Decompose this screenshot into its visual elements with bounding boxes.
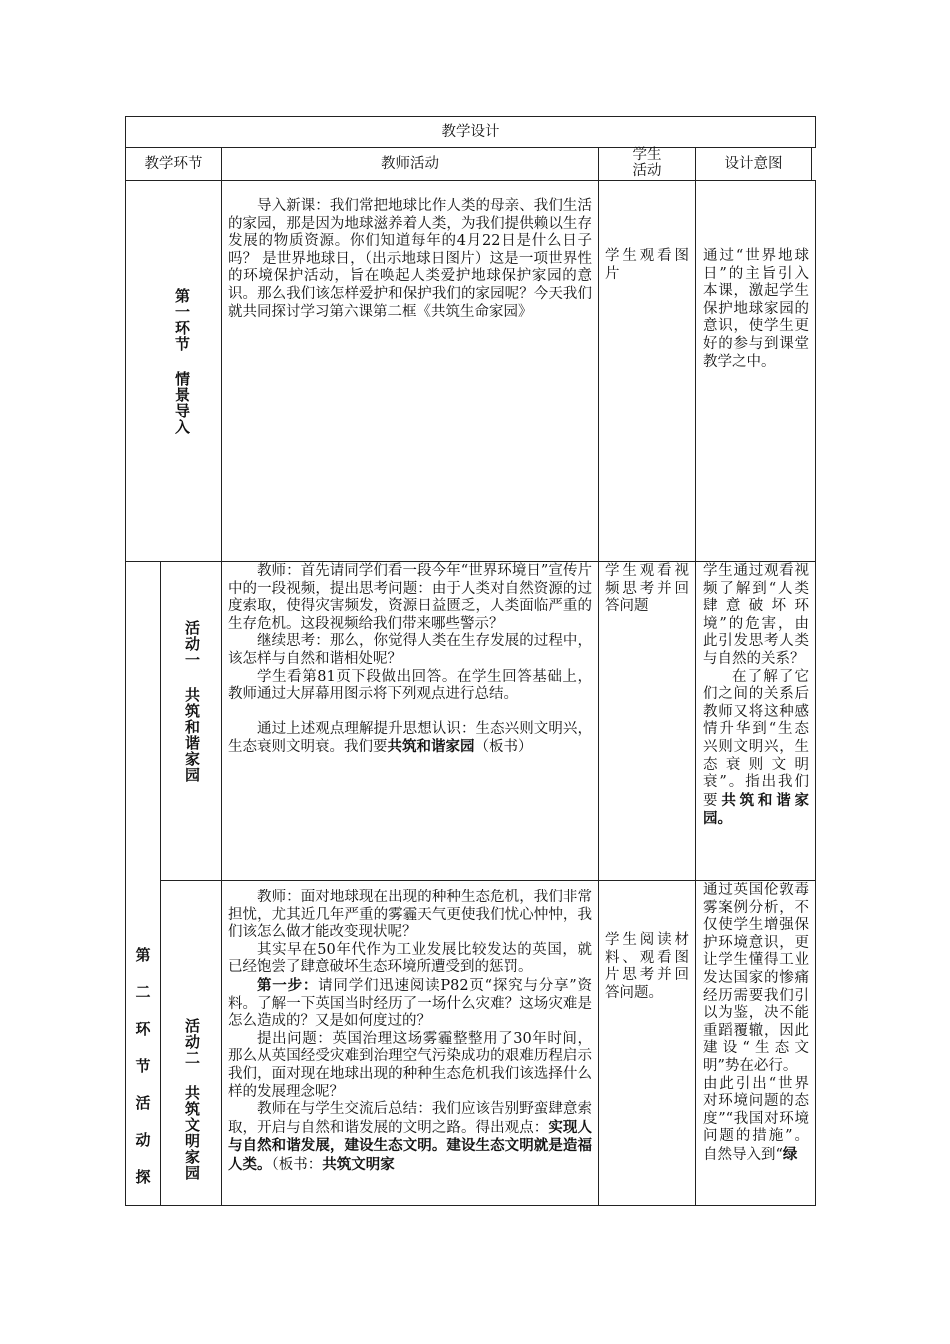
table-border-right bbox=[815, 116, 816, 148]
activity1-intent-text bbox=[703, 563, 809, 829]
activity2-paragraph-3 bbox=[228, 977, 592, 1031]
activity2-paragraph-5 bbox=[228, 1101, 592, 1174]
activity2-intent-paragraph-1: 通过英国伦敦毒雾案例分析，不仅使学生增强保护环境意识，更让学生懂得工业发达国家的惨痛经历需要我们引以为鉴，决不能重蹈覆辙，因此建设“生态文明”势在必行。 bbox=[703, 882, 809, 1074]
activity1-intent-paragraph-1: 学生通过观看视频了解到“人类肆意破坏环境”的危害，由此引发思考人类与自然的关系？ bbox=[703, 563, 809, 667]
title-row-bottom bbox=[125, 147, 816, 148]
activity1-board-title: 共筑和谐家园 bbox=[387, 738, 475, 756]
section1-student-text: 学生观看图片 bbox=[605, 248, 689, 282]
activity2-viewpoint: 实现人与自然和谐发展，建设生态文明。建设生态文明就是造福人类。 bbox=[228, 1118, 592, 1173]
activity1-teacher-text bbox=[228, 563, 592, 757]
section2-label-char: 节 bbox=[135, 1057, 151, 1075]
activity2-label: 活动二 共筑文明家园 bbox=[183, 1018, 201, 1181]
section1-bottom bbox=[125, 561, 816, 562]
activity1-intent-bold: 共筑和谐家园。 bbox=[703, 791, 810, 828]
section1-teacher-paragraph: 导入新课：我们常把地球比作人类的母亲、我们生活的家园，那是因为地球滋养着人类，为我们提供赖以生存发展的物质资源。你们知道每年的4月22日是什么日子吗？ 是世界地球日，（出示地球日图片）这是一项世界性的环境保护活动，旨在唤起人类爱护地球保护家园的意识。那么我们该怎样爱护和保护我们的家园呢？今天我们就共同探讨学习第六课第二框《共筑生命家园》 bbox=[228, 198, 592, 320]
col-line-teacher bbox=[598, 147, 599, 1206]
activity2-teacher-text bbox=[228, 889, 592, 1205]
activity1-paragraph-4 bbox=[228, 721, 592, 757]
section2-label-char: 探 bbox=[135, 1168, 151, 1186]
activity2-step-label: 第一步： bbox=[257, 976, 319, 994]
col-line-student bbox=[695, 147, 696, 1206]
activity1-board-note: （板书） bbox=[474, 739, 533, 756]
table-title: 教学设计 bbox=[441, 124, 500, 140]
activity1-label: 活动一 共筑和谐家园 bbox=[183, 620, 201, 783]
activity2-student-text: 学生阅读材料、观看图片思考并回答问题。 bbox=[605, 932, 689, 1001]
section1-teacher-text bbox=[228, 198, 592, 321]
activity2-summary-text: 教师在与学生交流后总结：我们应该告别野蛮肆意索取，开启与自然和谐发展的文明之路。得出观点： bbox=[228, 1101, 592, 1136]
activity1-student-text: 学生观看视频思考并回答问题 bbox=[605, 563, 689, 615]
header-stage: 教学环节 bbox=[144, 156, 203, 172]
header-teacher: 教师活动 bbox=[381, 156, 439, 172]
col-line-intent-header bbox=[811, 147, 812, 181]
header-intent: 设计意图 bbox=[724, 156, 783, 172]
col-line-stage bbox=[221, 147, 222, 1206]
section2-label-char: 第 bbox=[135, 946, 151, 964]
activity2-paragraph-2: 其实早在50年代作为工业发展比较发达的英国，就已经饱尝了肆意破坏生态环境所遭受到的惩罚。 bbox=[228, 941, 592, 976]
activity1-paragraph-4-text: 通过上述观点理解提升思想认识：生态兴则文明兴，生态衰则文明衰。我们要 bbox=[228, 720, 592, 756]
col-line-intent bbox=[815, 180, 816, 1206]
activity2-intent-paragraph-2 bbox=[703, 1076, 809, 1165]
activity1-intent-text-2: 在了解了它们之间的关系后教师又将这种感情升华到“生态兴则文明兴，生态衰则文明衰”。指出我们要 bbox=[703, 668, 809, 809]
section2-label-char: 活 bbox=[135, 1094, 151, 1112]
activity2-paragraph-4: 提出问题：英国治理这场雾霾整整用了30年时间，那么从英国经受灾难到治理空气污染成功的艰难历程启示我们，面对现在地球出现的种种生态危机我们该选择什么样的发展理念呢？ bbox=[228, 1030, 592, 1100]
activity2-intent-text-2: 由此引出“世界对环境问题的态度”“我国对环境问题的措施”。自然导入到“ bbox=[703, 1075, 809, 1163]
activity2-step-text: 请同学们迅速阅读P82页“探究与分享”资料。了解一下英国当时经历了一场什么灾难？这场灾难是怎么造成的？又是如何度过的？ bbox=[228, 977, 592, 1030]
section1-intent-text: 通过“世界地球日”的主旨引入本课，激起学生保护地球家园的意识，使学生更好的参与到课堂教学之中。 bbox=[703, 248, 809, 370]
activity2-intent-bold: 绿 bbox=[782, 1145, 798, 1163]
table-border-top bbox=[125, 116, 815, 117]
section1-label: 第一环节 情景导入 bbox=[173, 288, 191, 435]
header-student: 学生 活动 bbox=[632, 147, 662, 179]
section2-label bbox=[126, 944, 160, 1203]
activity1-paragraph-3: 学生看第81页下段做出回答。在学生回答基础上，教师通过大屏幕用图示将下列观点进行总结。 bbox=[228, 668, 592, 703]
section2-label-char: 动 bbox=[135, 1131, 151, 1149]
section2-label-char: 环 bbox=[135, 1020, 151, 1038]
activity2-intent-text bbox=[703, 882, 809, 1204]
activity2-paragraph-1: 教师：面对地球现在出现的种种生态危机，我们非常担忧，尤其近几年严重的雾霾天气更使我们忧心忡忡，我们该怎么做才能改变现状呢？ bbox=[228, 889, 592, 941]
activity2-board-title: 共筑文明家 bbox=[322, 1155, 395, 1173]
header-row-bottom bbox=[125, 180, 816, 181]
col-line-sub bbox=[160, 561, 161, 1206]
activity1-intent-paragraph-2 bbox=[703, 669, 809, 829]
activity1-paragraph-1: 教师：首先请同学们看一段今年“世界环境日”宣传片中的一段视频，提出思考问题：由于人类对自然资源的过度索取，使得灾害频发，资源日益匮乏，人类面临严重的生存危机。这段视频给我们带来哪些警示？ bbox=[228, 563, 592, 632]
activity1-paragraph-2: 继续思考：那么，你觉得人类在生存发展的过程中，该怎样与自然和谐相处呢？ bbox=[228, 633, 592, 667]
section2-label-char: 二 bbox=[135, 983, 151, 1001]
activity1-bottom bbox=[160, 880, 816, 881]
table-bottom bbox=[125, 1205, 816, 1206]
activity2-board-note: （板书： bbox=[271, 1156, 323, 1173]
